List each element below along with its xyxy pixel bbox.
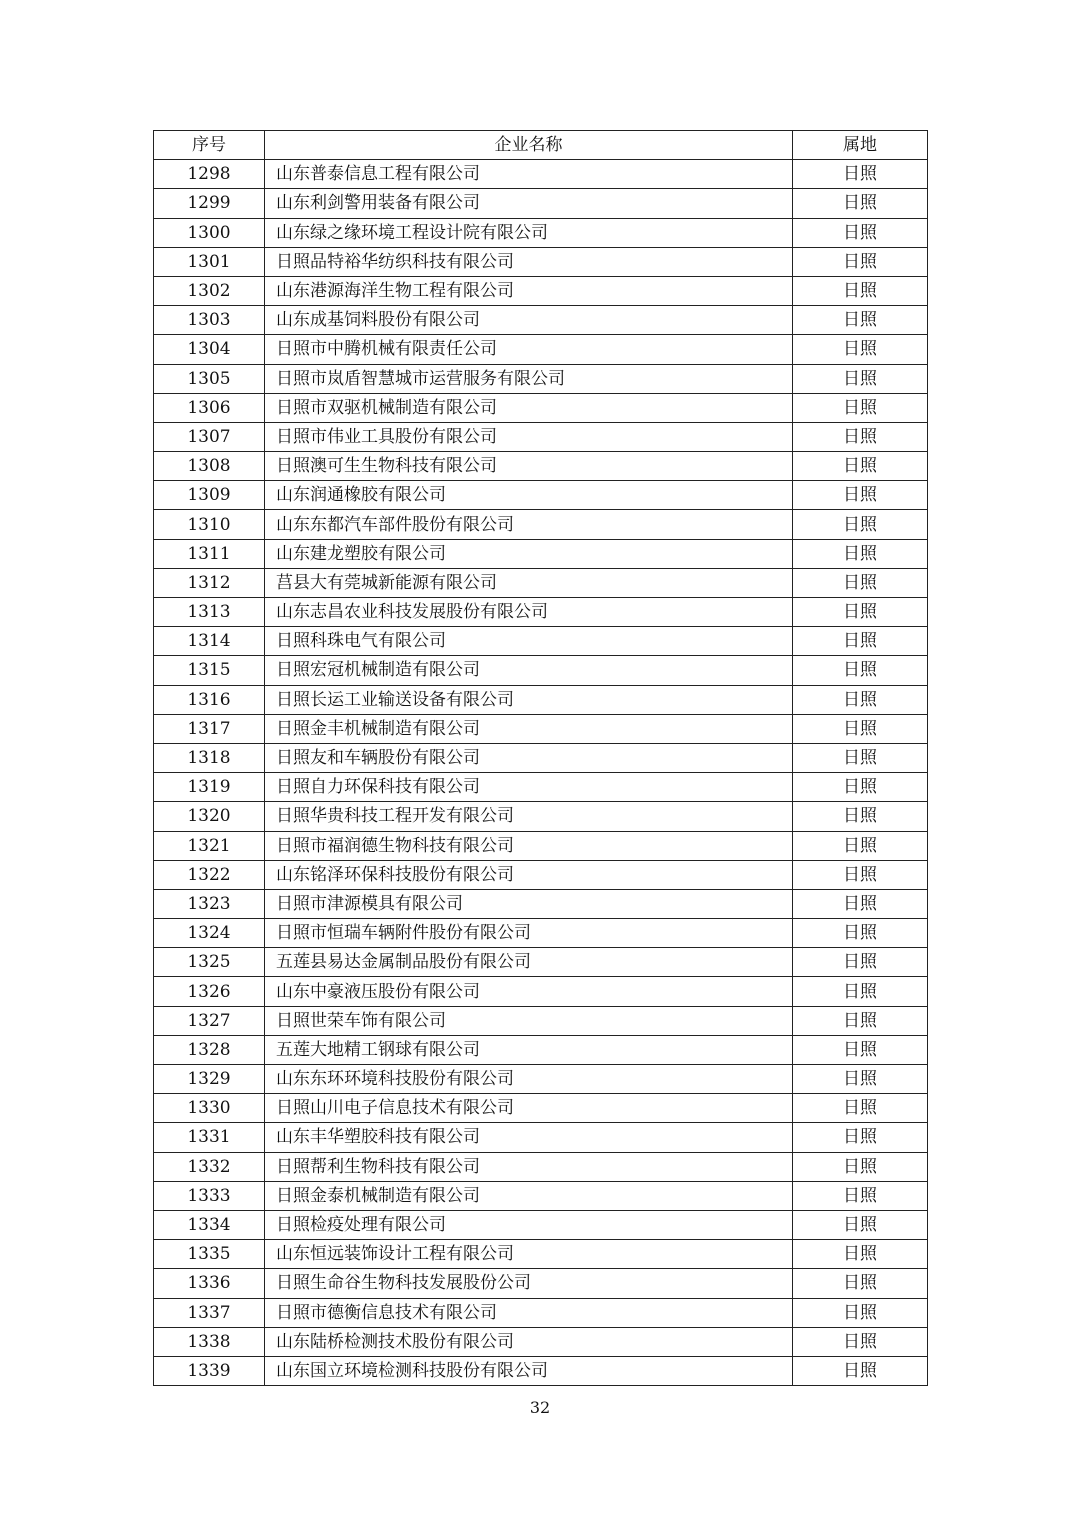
row-location: 日照	[793, 189, 928, 218]
table-row	[154, 568, 928, 597]
table-row	[154, 1094, 928, 1123]
row-location: 日照	[793, 860, 928, 889]
row-seq: 1305	[154, 364, 265, 393]
row-location: 日照	[793, 160, 928, 189]
table-header	[154, 131, 928, 160]
table-row	[154, 656, 928, 685]
row-location: 日照	[793, 743, 928, 772]
table-row	[154, 860, 928, 889]
row-location: 日照	[793, 1356, 928, 1385]
row-seq: 1298	[154, 160, 265, 189]
row-location: 日照	[793, 539, 928, 568]
row-seq: 1306	[154, 393, 265, 422]
row-location: 日照	[793, 977, 928, 1006]
row-location: 日照	[793, 1181, 928, 1210]
row-location: 日照	[793, 802, 928, 831]
row-seq: 1316	[154, 685, 265, 714]
table-row	[154, 627, 928, 656]
row-location: 日照	[793, 1035, 928, 1064]
row-company-name: 山东建龙塑胶有限公司	[265, 539, 793, 568]
table-row	[154, 977, 928, 1006]
row-location: 日照	[793, 393, 928, 422]
row-location: 日照	[793, 627, 928, 656]
row-seq: 1303	[154, 306, 265, 335]
row-company-name: 日照宏冠机械制造有限公司	[265, 656, 793, 685]
row-company-name: 日照金丰机械制造有限公司	[265, 714, 793, 743]
row-seq: 1315	[154, 656, 265, 685]
row-location: 日照	[793, 714, 928, 743]
row-location: 日照	[793, 306, 928, 335]
row-seq: 1301	[154, 247, 265, 276]
row-location: 日照	[793, 335, 928, 364]
table-row	[154, 422, 928, 451]
table-row	[154, 1269, 928, 1298]
row-seq: 1308	[154, 452, 265, 481]
table-row	[154, 1181, 928, 1210]
row-seq: 1322	[154, 860, 265, 889]
row-location: 日照	[793, 1006, 928, 1035]
row-company-name: 日照世荣车饰有限公司	[265, 1006, 793, 1035]
row-company-name: 日照澳可生生物科技有限公司	[265, 452, 793, 481]
row-seq: 1332	[154, 1152, 265, 1181]
row-seq: 1309	[154, 481, 265, 510]
table-row	[154, 714, 928, 743]
table-row	[154, 1210, 928, 1239]
row-company-name: 日照市岚盾智慧城市运营服务有限公司	[265, 364, 793, 393]
row-company-name: 山东普泰信息工程有限公司	[265, 160, 793, 189]
table-row	[154, 889, 928, 918]
row-seq: 1304	[154, 335, 265, 364]
row-company-name: 山东港源海洋生物工程有限公司	[265, 276, 793, 305]
row-company-name: 山东中豪液压股份有限公司	[265, 977, 793, 1006]
table-row	[154, 1152, 928, 1181]
row-location: 日照	[793, 481, 928, 510]
row-location: 日照	[793, 1065, 928, 1094]
row-seq: 1312	[154, 568, 265, 597]
table-row	[154, 510, 928, 539]
row-location: 日照	[793, 919, 928, 948]
row-location: 日照	[793, 276, 928, 305]
row-location: 日照	[793, 1240, 928, 1269]
table-row	[154, 1356, 928, 1385]
row-company-name: 山东国立环境检测科技股份有限公司	[265, 1356, 793, 1385]
table-row	[154, 481, 928, 510]
table-row	[154, 948, 928, 977]
row-seq: 1329	[154, 1065, 265, 1094]
row-seq: 1313	[154, 598, 265, 627]
header-seq: 序号	[154, 131, 265, 160]
table-row	[154, 1298, 928, 1327]
row-company-name: 莒县大有莞城新能源有限公司	[265, 568, 793, 597]
row-company-name: 日照市福润德生物科技有限公司	[265, 831, 793, 860]
row-company-name: 山东利剑警用装备有限公司	[265, 189, 793, 218]
row-location: 日照	[793, 364, 928, 393]
row-company-name: 日照华贵科技工程开发有限公司	[265, 802, 793, 831]
row-seq: 1323	[154, 889, 265, 918]
table-row	[154, 1240, 928, 1269]
row-company-name: 山东丰华塑胶科技有限公司	[265, 1123, 793, 1152]
row-seq: 1302	[154, 276, 265, 305]
row-company-name: 山东润通橡胶有限公司	[265, 481, 793, 510]
table-row	[154, 306, 928, 335]
table-row	[154, 276, 928, 305]
row-company-name: 日照金泰机械制造有限公司	[265, 1181, 793, 1210]
header-row	[154, 131, 928, 160]
row-seq: 1337	[154, 1298, 265, 1327]
row-seq: 1300	[154, 218, 265, 247]
enterprise-table	[153, 130, 928, 1386]
row-location: 日照	[793, 656, 928, 685]
row-seq: 1330	[154, 1094, 265, 1123]
row-seq: 1339	[154, 1356, 265, 1385]
row-location: 日照	[793, 1152, 928, 1181]
row-company-name: 五莲大地精工钢球有限公司	[265, 1035, 793, 1064]
table-row	[154, 539, 928, 568]
row-company-name: 日照帮利生物科技有限公司	[265, 1152, 793, 1181]
row-seq: 1324	[154, 919, 265, 948]
row-company-name: 日照市津源模具有限公司	[265, 889, 793, 918]
row-company-name: 日照市恒瑞车辆附件股份有限公司	[265, 919, 793, 948]
row-location: 日照	[793, 422, 928, 451]
row-location: 日照	[793, 1210, 928, 1239]
row-location: 日照	[793, 889, 928, 918]
table-row	[154, 393, 928, 422]
row-company-name: 日照品特裕华纺织科技有限公司	[265, 247, 793, 276]
row-company-name: 山东恒远装饰设计工程有限公司	[265, 1240, 793, 1269]
table-row	[154, 160, 928, 189]
row-location: 日照	[793, 831, 928, 860]
row-seq: 1318	[154, 743, 265, 772]
row-company-name: 日照友和车辆股份有限公司	[265, 743, 793, 772]
table-row	[154, 773, 928, 802]
row-company-name: 五莲县易达金属制品股份有限公司	[265, 948, 793, 977]
row-location: 日照	[793, 568, 928, 597]
row-seq: 1314	[154, 627, 265, 656]
row-seq: 1325	[154, 948, 265, 977]
row-location: 日照	[793, 218, 928, 247]
table-row	[154, 218, 928, 247]
row-location: 日照	[793, 1298, 928, 1327]
row-seq: 1334	[154, 1210, 265, 1239]
row-location: 日照	[793, 685, 928, 714]
row-location: 日照	[793, 452, 928, 481]
table-row	[154, 247, 928, 276]
row-seq: 1307	[154, 422, 265, 451]
row-location: 日照	[793, 510, 928, 539]
row-company-name: 日照市中腾机械有限责任公司	[265, 335, 793, 364]
row-seq: 1320	[154, 802, 265, 831]
row-location: 日照	[793, 773, 928, 802]
row-seq: 1327	[154, 1006, 265, 1035]
row-seq: 1328	[154, 1035, 265, 1064]
table-body	[154, 160, 928, 1386]
row-location: 日照	[793, 598, 928, 627]
row-company-name: 日照检疫处理有限公司	[265, 1210, 793, 1239]
table-row	[154, 685, 928, 714]
row-location: 日照	[793, 948, 928, 977]
row-company-name: 山东东环环境科技股份有限公司	[265, 1065, 793, 1094]
table-row	[154, 919, 928, 948]
table-row	[154, 1327, 928, 1356]
row-location: 日照	[793, 1269, 928, 1298]
table-row	[154, 335, 928, 364]
row-seq: 1319	[154, 773, 265, 802]
table-row	[154, 452, 928, 481]
table-row	[154, 743, 928, 772]
table-row	[154, 831, 928, 860]
table-row	[154, 189, 928, 218]
row-company-name: 山东陆桥检测技术股份有限公司	[265, 1327, 793, 1356]
row-company-name: 山东成基饲料股份有限公司	[265, 306, 793, 335]
row-seq: 1299	[154, 189, 265, 218]
table-row	[154, 1123, 928, 1152]
row-company-name: 日照长运工业输送设备有限公司	[265, 685, 793, 714]
header-location: 属地	[793, 131, 928, 160]
row-company-name: 山东志昌农业科技发展股份有限公司	[265, 598, 793, 627]
row-seq: 1326	[154, 977, 265, 1006]
table-row	[154, 802, 928, 831]
row-company-name: 日照市德衡信息技术有限公司	[265, 1298, 793, 1327]
row-seq: 1321	[154, 831, 265, 860]
row-seq: 1336	[154, 1269, 265, 1298]
row-location: 日照	[793, 1327, 928, 1356]
row-location: 日照	[793, 1094, 928, 1123]
row-company-name: 日照自力环保科技有限公司	[265, 773, 793, 802]
table-row	[154, 1035, 928, 1064]
row-company-name: 日照科珠电气有限公司	[265, 627, 793, 656]
row-company-name: 日照生命谷生物科技发展股份公司	[265, 1269, 793, 1298]
table-row	[154, 1006, 928, 1035]
row-seq: 1335	[154, 1240, 265, 1269]
table-row	[154, 364, 928, 393]
row-company-name: 山东绿之缘环境工程设计院有限公司	[265, 218, 793, 247]
row-seq: 1331	[154, 1123, 265, 1152]
table-row	[154, 598, 928, 627]
header-name: 企业名称	[265, 131, 793, 160]
row-seq: 1317	[154, 714, 265, 743]
row-company-name: 日照山川电子信息技术有限公司	[265, 1094, 793, 1123]
row-location: 日照	[793, 1123, 928, 1152]
page-number: 32	[529, 1398, 551, 1417]
row-location: 日照	[793, 247, 928, 276]
row-company-name: 山东铭泽环保科技股份有限公司	[265, 860, 793, 889]
row-company-name: 日照市双驱机械制造有限公司	[265, 393, 793, 422]
row-seq: 1311	[154, 539, 265, 568]
table-row	[154, 1065, 928, 1094]
row-company-name: 日照市伟业工具股份有限公司	[265, 422, 793, 451]
row-seq: 1333	[154, 1181, 265, 1210]
row-seq: 1338	[154, 1327, 265, 1356]
row-company-name: 山东东都汽车部件股份有限公司	[265, 510, 793, 539]
row-seq: 1310	[154, 510, 265, 539]
